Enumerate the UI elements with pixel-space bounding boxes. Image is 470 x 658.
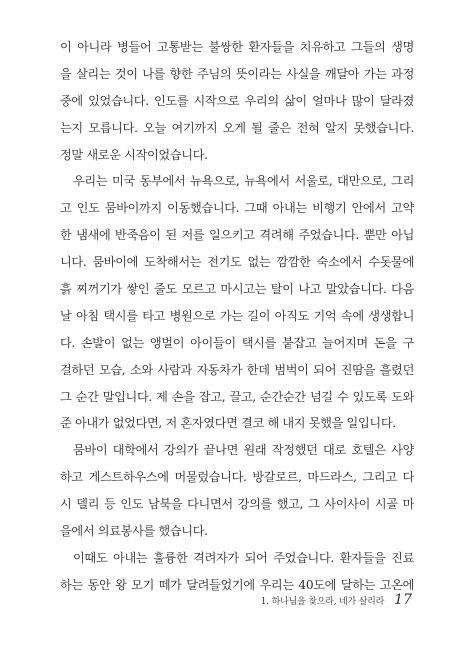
text-line: 이 아니라 병들어 고통받는 불쌍한 환자들을 치유하고 그들의 생명 xyxy=(60,40,414,54)
text-line: 한 냄새에 반죽음이 된 저를 일으키고 격려해 주었습니다. 뿐만 아닙 xyxy=(60,228,414,243)
text-line: 니다. 뭄바이에 도착해서는 전기도 없는 깜깜한 숙소에서 수돗물에 xyxy=(60,255,414,270)
page-footer xyxy=(261,592,412,608)
running-head: 1. 하나님을 찾으라, 네가 살리라 xyxy=(260,597,385,607)
paragraph-first-line: 뭄바이 대학에서 강의가 끝나면 원래 작정했던 대로 호텔은 사양 xyxy=(73,443,414,458)
text-line: 흙 찌꺼기가 쌓인 줄도 모르고 마시고는 탈이 나고 말았습니다. 다음 xyxy=(60,282,414,297)
text-line: 을 살리는 것이 나를 향한 주님의 뜻이라는 사실을 깨달아 가는 과정 xyxy=(60,66,414,81)
text-line: 날 아침 택시를 타고 병원으로 가는 길이 아직도 기억 속에 생생합니 xyxy=(60,308,414,323)
text-line: 을에서 의료봉사를 했습니다. xyxy=(60,524,208,539)
text-line: 준 아내가 없었다면, 저 혼자였다면 결코 해 내지 못했을 일입니다. xyxy=(60,416,396,431)
text-line: 시 델리 등 인도 남북을 다니면서 강의를 했고, 그 사이사이 시골 마 xyxy=(60,497,414,512)
text-line: 고 인도 뭄바이까지 이동했습니다. 그때 아내는 비행기 안에서 고약 xyxy=(60,201,414,216)
text-line: 하는 동안 왕 모기 떼가 달려들었기에 우리는 40도에 달하는 고온에 xyxy=(60,577,414,592)
text-line: 다. 손발이 없는 앵벌이 아이들이 택시를 붙잡고 늘어지며 돈을 구 xyxy=(60,335,414,350)
body-text xyxy=(60,34,414,599)
text-line: 걸하던 모습, 소와 사람과 자동차가 한데 범벅이 되어 진땀을 흘렸던 xyxy=(60,362,414,377)
text-line: 하고 게스트하우스에 머물렀습니다. 방갈로르, 마드라스, 그리고 다 xyxy=(60,470,414,485)
text-line: 정말 새로운 시작이었습니다. xyxy=(60,147,208,162)
page-number: 17 xyxy=(394,592,412,608)
paragraph-first-line: 우리는 미국 동부에서 뉴욕으로, 뉴욕에서 서울로, 대만으로, 그리 xyxy=(73,174,414,189)
paragraph-first-line: 이때도 아내는 훌륭한 격려자가 되어 주었습니다. 환자들을 진료 xyxy=(73,550,414,565)
text-line: 중에 있었습니다. 인도를 시작으로 우리의 삶이 얼마나 많이 달라졌 xyxy=(60,93,414,108)
text-line: 는지 모릅니다. 오늘 여기까지 오게 될 줄은 전혀 알지 못했습니다. xyxy=(60,120,414,135)
text-line: 그 순간 말입니다. 제 손을 잡고, 끌고, 순간순간 넘길 수 있도록 도와 xyxy=(60,389,414,404)
